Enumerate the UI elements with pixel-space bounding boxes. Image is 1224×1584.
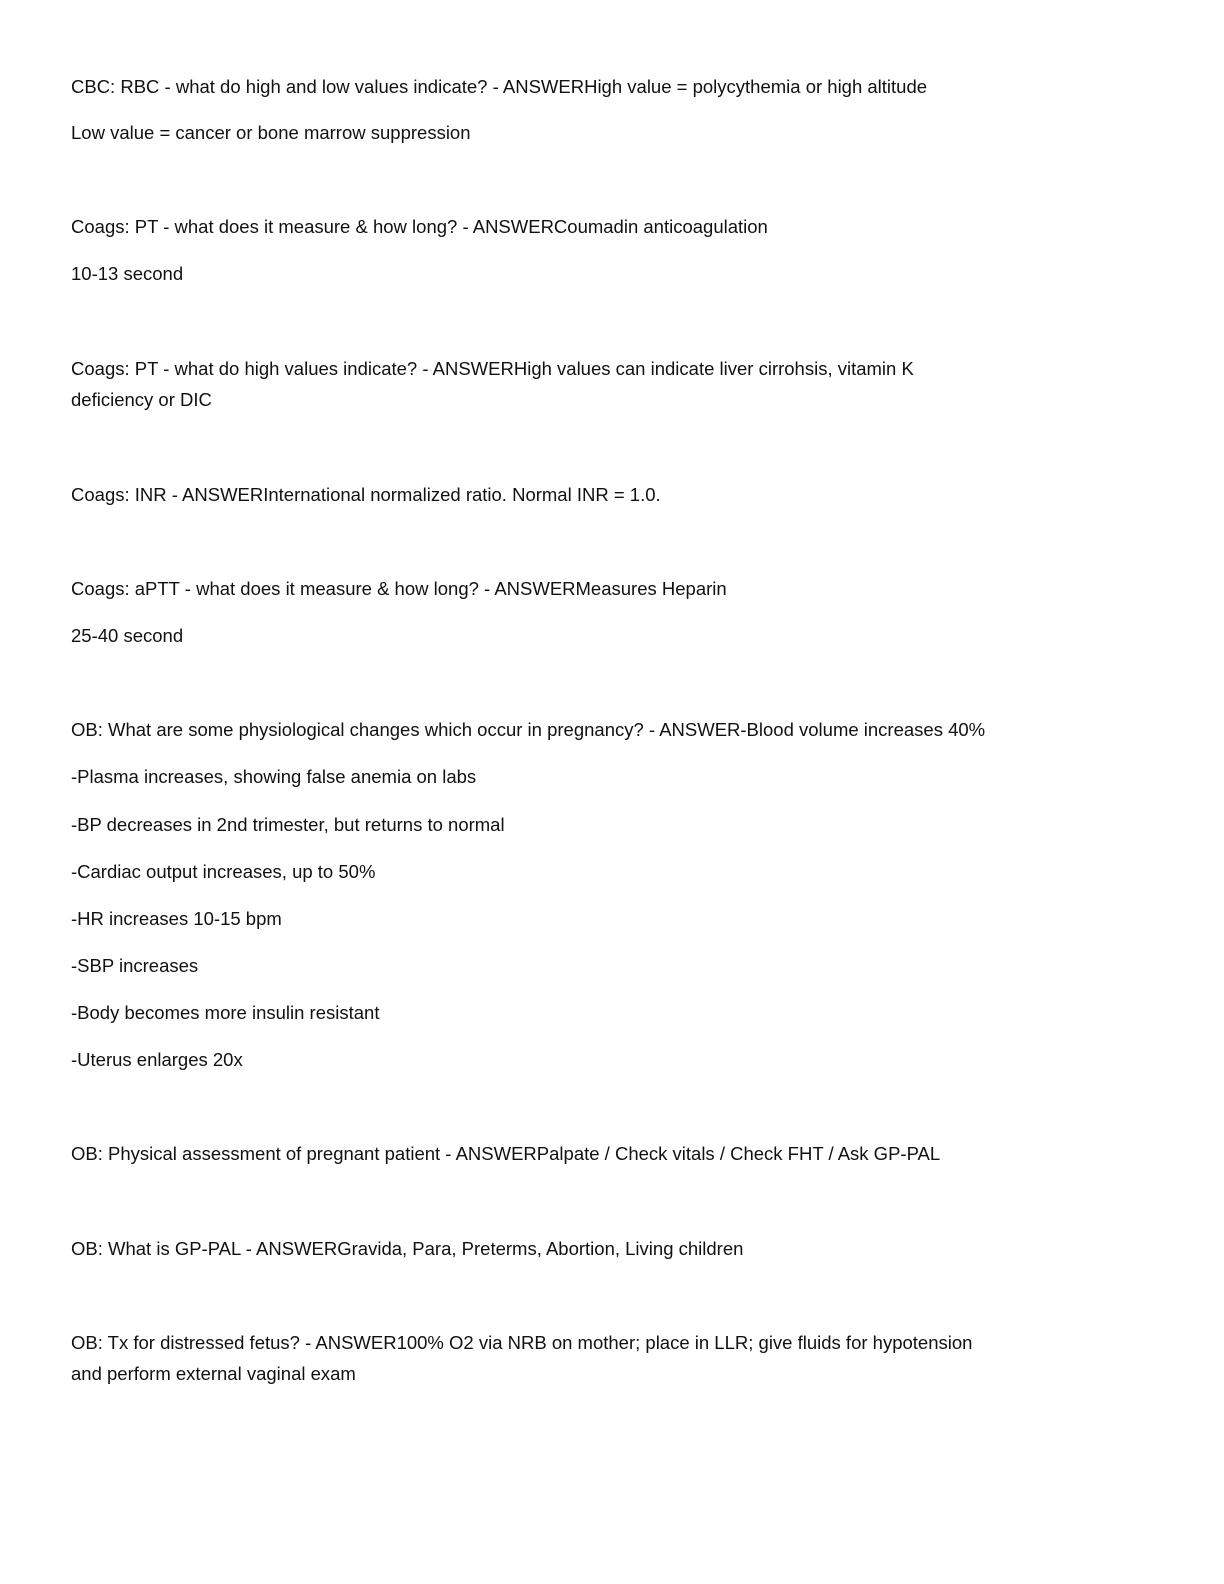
qa-ob-changes-item: -Cardiac output increases, up to 50% xyxy=(71,861,376,882)
qa-ob-changes-item: -SBP increases xyxy=(71,955,199,976)
qa-rbc-question: CBC: RBC - what do high and low values indicate? - ANSWERHigh value = polycythemia or high altitude xyxy=(71,76,928,97)
qa-ob-distressed-fetus-cont: and perform external vaginal exam xyxy=(71,1363,356,1384)
qa-pt-measure: Coags: PT - what does it measure & how long? - ANSWERCoumadin anticoagulation xyxy=(71,216,768,237)
qa-aptt: Coags: aPTT - what does it measure & how long? - ANSWERMeasures Heparin xyxy=(71,578,727,599)
qa-ob-gppal: OB: What is GP-PAL - ANSWERGravida, Para, Preterms, Abortion, Living children xyxy=(71,1238,744,1259)
qa-ob-changes-item: -BP decreases in 2nd trimester, but returns to normal xyxy=(71,814,505,835)
qa-aptt-cont: 25-40 second xyxy=(71,625,184,646)
qa-ob-changes-item: -Body becomes more insulin resistant xyxy=(71,1002,380,1023)
qa-pt-high-cont: deficiency or DIC xyxy=(71,389,212,410)
qa-inr: Coags: INR - ANSWERInternational normalized ratio. Normal INR = 1.0. xyxy=(71,484,661,505)
qa-ob-assessment: OB: Physical assessment of pregnant patient - ANSWERPalpate / Check vitals / Check FHT / Ask GP-PAL xyxy=(71,1143,941,1164)
qa-ob-changes-item: -HR increases 10-15 bpm xyxy=(71,908,282,929)
qa-ob-changes-item: -Uterus enlarges 20x xyxy=(71,1049,243,1070)
qa-pt-measure-cont: 10-13 second xyxy=(71,263,184,284)
qa-ob-distressed-fetus: OB: Tx for distressed fetus? - ANSWER100% O2 via NRB on mother; place in LLR; give fluids for hypotension xyxy=(71,1332,973,1353)
qa-ob-changes-item: -Plasma increases, showing false anemia on labs xyxy=(71,766,477,787)
qa-ob-changes: OB: What are some physiological changes which occur in pregnancy? - ANSWER-Blood volume increases 40% xyxy=(71,719,986,740)
qa-pt-high: Coags: PT - what do high values indicate? - ANSWERHigh values can indicate liver cirrohsis, vitamin K xyxy=(71,358,914,379)
qa-rbc-answer-cont: Low value = cancer or bone marrow suppression xyxy=(71,122,471,143)
